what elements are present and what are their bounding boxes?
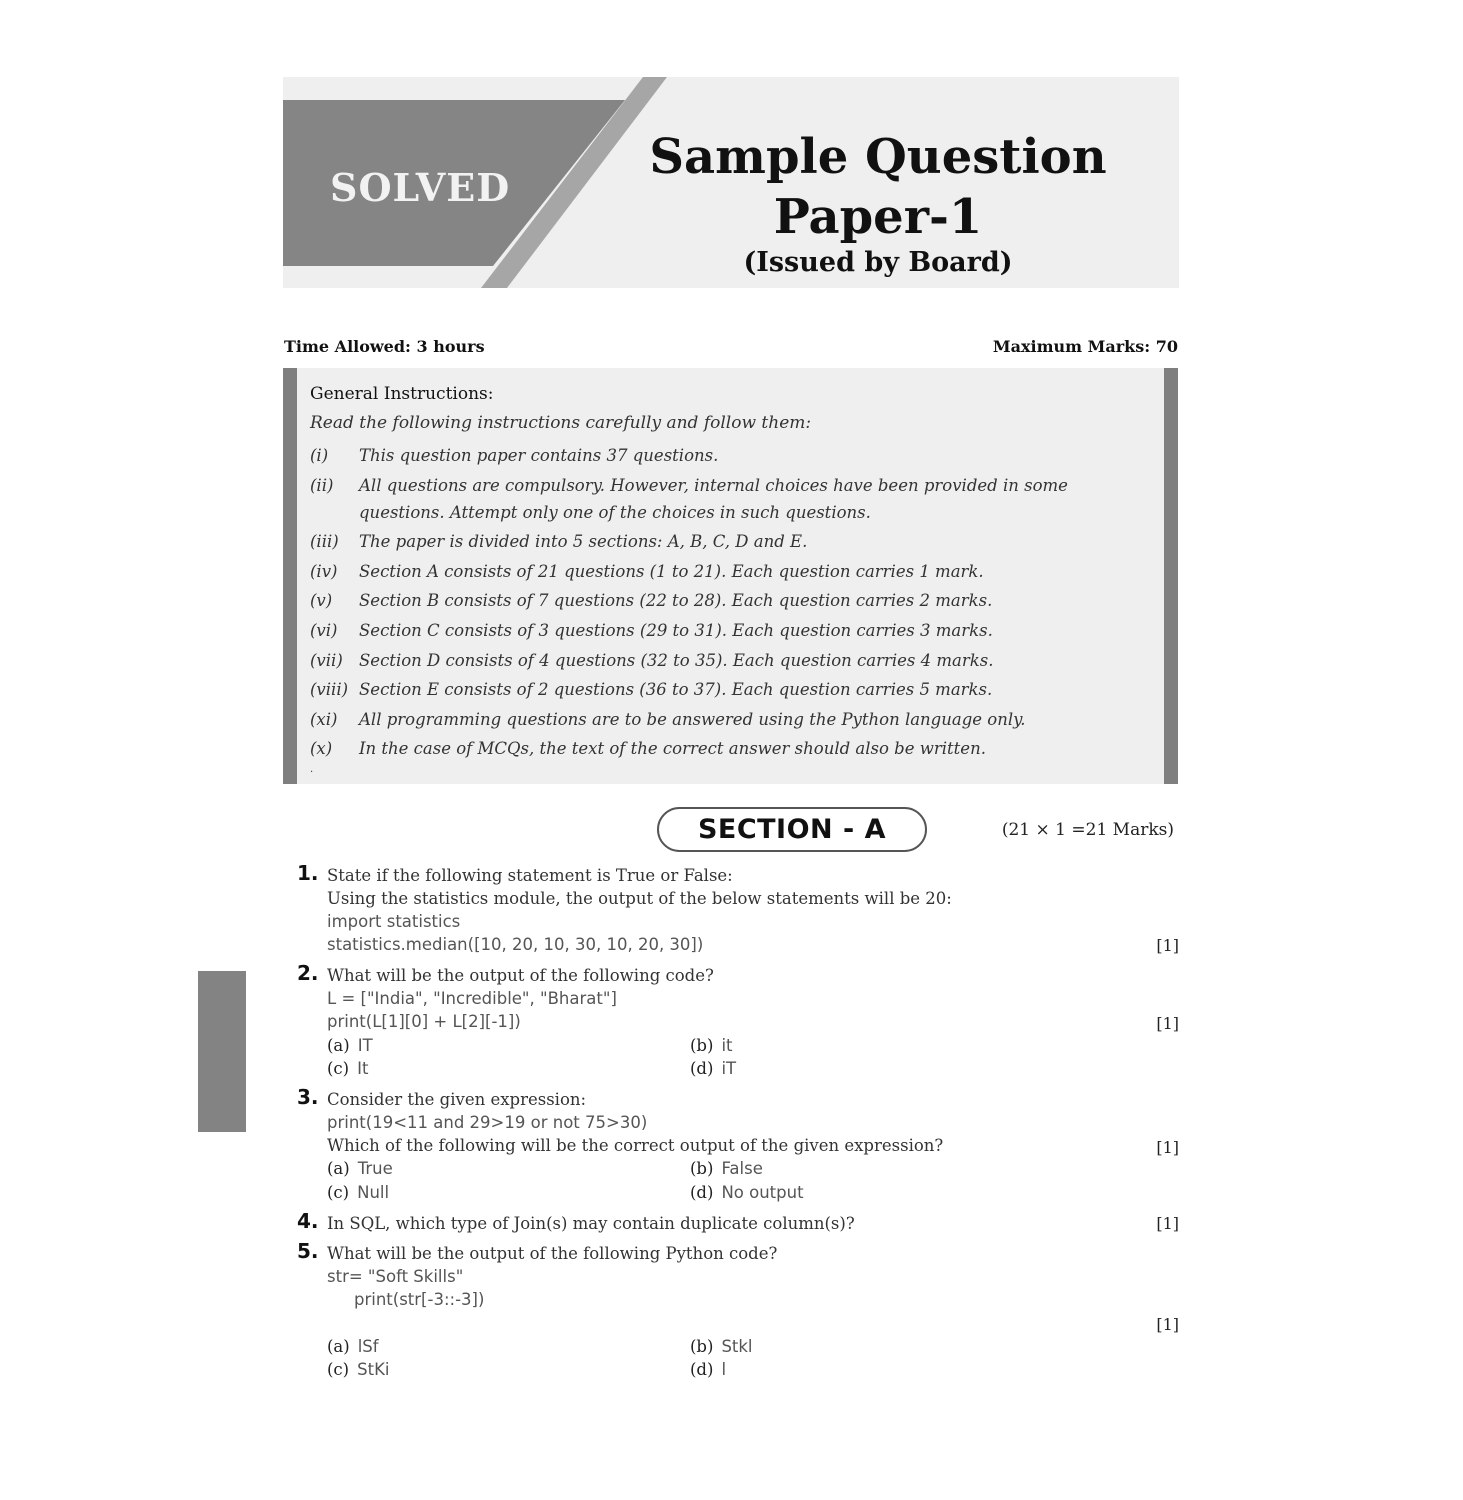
instructions-list <box>310 442 1150 765</box>
paper-subtitle: (Issued by Board) <box>743 247 1013 278</box>
option-value: l <box>721 1360 727 1379</box>
paper-title-number: Paper-1 <box>773 189 983 245</box>
instruction-item <box>310 587 1150 614</box>
option-label: (a) <box>327 1337 350 1356</box>
option-value: False <box>721 1159 763 1178</box>
section-a-title: SECTION - A <box>657 807 927 852</box>
instruction-item <box>310 676 1150 703</box>
question-number: 3. <box>297 1085 319 1109</box>
instruction-item <box>310 558 1150 585</box>
option-value: Stkl <box>721 1337 753 1356</box>
instruction-number: (viii) <box>310 680 349 700</box>
header-banner <box>283 77 1179 288</box>
instruction-text: Section C consists of 3 questions (29 to 31). Each question carries 3 marks. <box>359 620 993 640</box>
question-marks: [1] <box>1156 1315 1179 1334</box>
question-marks: [1] <box>1156 1214 1179 1233</box>
question-text: What will be the output of the following code? <box>327 966 714 985</box>
time-allowed: Time Allowed: 3 hours <box>284 337 485 356</box>
instruction-text: Section A consists of 21 questions (1 to 21). Each question carries 1 mark. <box>359 561 984 581</box>
instruction-number: (xi) <box>310 709 338 729</box>
solved-badge: SOLVED <box>330 165 511 210</box>
instruction-number: (iv) <box>310 561 338 581</box>
question-number: 4. <box>297 1209 319 1233</box>
option-value: Null <box>357 1183 390 1202</box>
paper-title: Sample Question <box>649 129 1107 185</box>
instruction-item <box>310 735 1150 762</box>
question-2 <box>297 961 1179 1084</box>
option-label: (d) <box>690 1183 714 1202</box>
option-b <box>690 1159 763 1178</box>
question-4 <box>297 1209 1179 1238</box>
option-a <box>327 1159 393 1178</box>
option-a <box>327 1036 373 1055</box>
option-label: (a) <box>327 1159 350 1178</box>
question-marks: [1] <box>1156 936 1179 955</box>
instruction-text: This question paper contains 37 questions. <box>359 446 719 465</box>
option-value: it <box>721 1036 733 1055</box>
question-number: 2. <box>297 961 319 985</box>
instruction-number: (iii) <box>310 532 339 552</box>
question-marks: [1] <box>1156 1014 1179 1033</box>
code-line: import statistics <box>327 912 461 931</box>
option-value: StKi <box>357 1360 390 1379</box>
question-number: 5. <box>297 1239 319 1263</box>
code-line: str= "Soft Skills" <box>327 1267 464 1286</box>
option-value: lSf <box>357 1337 379 1356</box>
instruction-text: Section B consists of 7 questions (22 to 28). Each question carries 2 marks. <box>359 591 993 611</box>
option-b <box>690 1036 733 1055</box>
option-d <box>690 1183 804 1202</box>
instruction-item <box>310 617 1150 644</box>
option-label: (b) <box>690 1036 714 1055</box>
option-c <box>327 1360 389 1379</box>
option-label: (b) <box>690 1337 714 1356</box>
question-text: Which of the following will be the correct output of the given expression? <box>327 1136 944 1155</box>
code-line: print(str[-3::-3]) <box>354 1290 485 1309</box>
option-value: iT <box>721 1059 737 1078</box>
option-value: True <box>357 1159 393 1178</box>
instruction-text: In the case of MCQs, the text of the correct answer should also be written. <box>359 739 986 759</box>
instruction-text: All programming questions are to be answered using the Python language only. <box>359 709 1026 729</box>
question-marks: [1] <box>1156 1138 1179 1157</box>
option-value: IT <box>357 1036 373 1055</box>
code-line: statistics.median([10, 20, 10, 30, 10, 20, 30]) <box>327 935 704 954</box>
question-text: Consider the given expression: <box>327 1090 587 1109</box>
code-line: print(L[1][0] + L[2][-1]) <box>327 1012 521 1031</box>
instruction-number: (v) <box>310 591 333 611</box>
question-3 <box>297 1085 1179 1208</box>
question-text: What will be the output of the following Python code? <box>327 1244 778 1263</box>
instruction-number: (x) <box>310 739 333 759</box>
code-line: L = ["India", "Incredible", "Bharat"] <box>327 989 617 1008</box>
option-label: (a) <box>327 1036 350 1055</box>
option-c <box>327 1183 389 1202</box>
instruction-text: All questions are compulsory. However, internal choices have been provided in some questions. Attempt only one of the choices in such questions. <box>359 475 1068 522</box>
page-side-tab <box>198 971 246 1132</box>
option-value: It <box>357 1059 369 1078</box>
question-text: Using the statistics module, the output of the below statements will be 20: <box>327 889 952 908</box>
instructions-trailing-dot: . <box>310 764 314 775</box>
option-label: (c) <box>327 1360 350 1379</box>
option-label: (d) <box>690 1360 714 1379</box>
instruction-item <box>310 706 1150 733</box>
instruction-item <box>310 528 1150 555</box>
option-label: (c) <box>327 1183 350 1202</box>
maximum-marks: Maximum Marks: 70 <box>992 337 1178 356</box>
option-a <box>327 1337 379 1356</box>
instruction-text: Section E consists of 2 questions (36 to 37). Each question carries 5 marks. <box>359 680 993 700</box>
instruction-item <box>310 442 1150 469</box>
instruction-number: (vii) <box>310 650 343 670</box>
instructions-heading: General Instructions: <box>310 384 494 404</box>
instruction-number: (vi) <box>310 620 338 640</box>
section-a-marks: (21 × 1 =21 Marks) <box>1001 820 1174 840</box>
instruction-text: The paper is divided into 5 sections: A, B, C, D and E. <box>359 532 808 552</box>
option-c <box>327 1059 368 1078</box>
instruction-item <box>310 647 1150 674</box>
general-instructions-box <box>283 368 1178 784</box>
instruction-text: Section D consists of 4 questions (32 to 35). Each question carries 4 marks. <box>359 650 994 670</box>
instruction-item <box>310 472 1150 526</box>
instruction-number: (i) <box>310 446 329 465</box>
question-text: State if the following statement is True or False: <box>327 866 733 885</box>
option-d <box>690 1059 736 1078</box>
option-value: No output <box>721 1183 804 1202</box>
question-5 <box>297 1239 1179 1382</box>
code-line: print(19<11 and 29>19 or not 75>30) <box>327 1113 648 1132</box>
instruction-number: (ii) <box>310 475 334 495</box>
instructions-intro: Read the following instructions carefully and follow them: <box>310 413 812 433</box>
question-number: 1. <box>297 861 319 885</box>
option-label: (c) <box>327 1059 350 1078</box>
question-1 <box>297 861 1179 958</box>
question-text: In SQL, which type of Join(s) may contain duplicate column(s)? <box>327 1214 855 1233</box>
option-label: (b) <box>690 1159 714 1178</box>
option-d <box>690 1360 726 1379</box>
option-label: (d) <box>690 1059 714 1078</box>
option-b <box>690 1337 753 1356</box>
